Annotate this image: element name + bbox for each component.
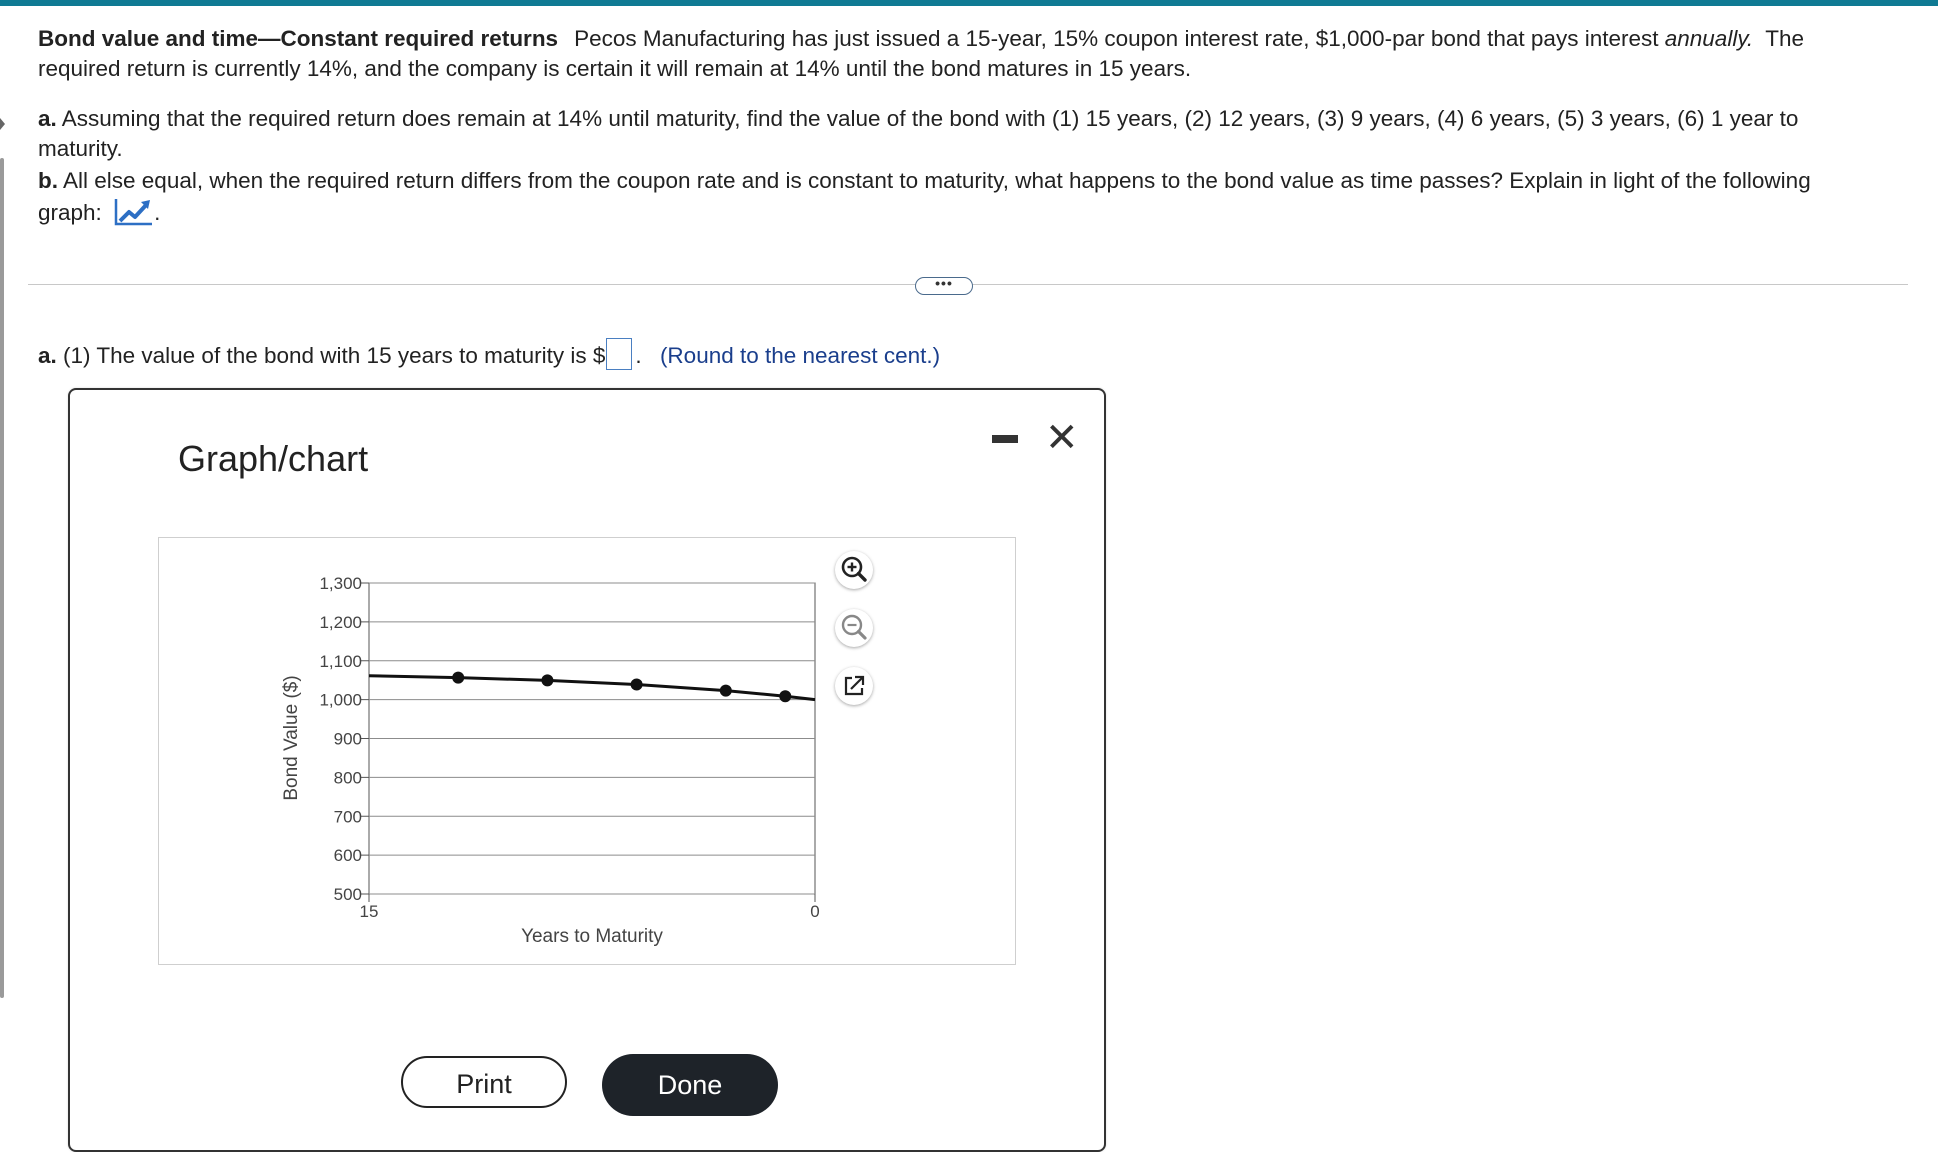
minimize-button[interactable] — [992, 435, 1018, 443]
y-tick-label: 800 — [333, 768, 362, 788]
graph-link-icon[interactable] — [114, 196, 154, 226]
graph-dialog — [68, 388, 1106, 1152]
answer-input[interactable] — [606, 338, 632, 370]
zoom-in-button[interactable] — [835, 551, 873, 589]
y-tick-label: 1,000 — [319, 690, 362, 710]
open-external-button[interactable] — [835, 667, 873, 705]
part-a-label: a. — [38, 106, 57, 131]
rounding-note: (Round to the nearest cent.) — [659, 343, 941, 368]
question-intro-1: Pecos Manufacturing has just issued a 15-year, 15% coupon interest rate, $1,000-par bond that pays interest — [574, 26, 1659, 51]
data-point — [631, 679, 643, 691]
part-b-end: . — [154, 200, 161, 225]
chart-panel — [158, 537, 1016, 965]
left-edge-arrow — [0, 118, 5, 130]
y-tick-label: 1,200 — [319, 612, 362, 632]
bond-value-chart — [159, 538, 1015, 964]
expand-more-button[interactable]: ••• — [915, 277, 973, 295]
question-text — [38, 24, 1858, 228]
question-intro-2: The required return is currently 14%, and the company is certain it will remain at 14% until the bond matures in 15 years. — [38, 26, 1805, 81]
done-button[interactable]: Done — [602, 1054, 778, 1116]
zoom-out-icon — [835, 609, 873, 647]
y-tick-label: 1,300 — [319, 574, 362, 593]
answer-after-box: . — [635, 343, 642, 368]
data-point — [541, 674, 553, 686]
part-b-text: All else equal, when the required return differs from the coupon rate and is constant to maturity, what happens to the bond value as time passes? Explain in light of the following graph: — [38, 168, 1811, 225]
part-b-label: b. — [38, 168, 58, 193]
top-accent-bar — [0, 0, 1938, 6]
y-tick-label: 900 — [333, 729, 362, 749]
external-link-icon — [835, 667, 873, 705]
zoom-out-button[interactable] — [835, 609, 873, 647]
data-point — [720, 685, 732, 697]
question-intro-emphasis: annually. — [1664, 26, 1754, 51]
part-a-text: Assuming that the required return does remain at 14% until maturity, find the value of the bond with (1) 15 years, (2) 12 years, (3) 9 years, (4) 6 years, (5) 3 years, (6) 1 year to maturity. — [38, 106, 1799, 161]
y-tick-label: 600 — [333, 846, 362, 866]
y-tick-label: 500 — [333, 885, 362, 904]
dialog-title: Graph/chart — [178, 438, 369, 479]
x-axis-title: Years to Maturity — [521, 926, 663, 947]
print-button[interactable]: Print — [401, 1056, 567, 1108]
data-point — [779, 690, 791, 702]
y-tick-label: 700 — [333, 807, 362, 827]
data-point — [452, 672, 464, 684]
zoom-in-icon — [835, 551, 873, 589]
question-title: Bond value and time—Constant required returns — [38, 26, 559, 51]
answer-prompt: (1) The value of the bond with 15 years to maturity is $ — [63, 343, 606, 368]
x-tick-label: 0 — [810, 902, 820, 921]
close-button[interactable]: ✕ — [1045, 416, 1079, 460]
left-scroll-edge[interactable] — [0, 158, 4, 998]
x-tick-label: 15 — [359, 902, 379, 921]
answer-line — [38, 338, 940, 370]
answer-part-label: a. — [38, 343, 57, 368]
y-axis-title: Bond Value ($) — [281, 675, 302, 801]
y-tick-label: 1,100 — [319, 651, 362, 671]
